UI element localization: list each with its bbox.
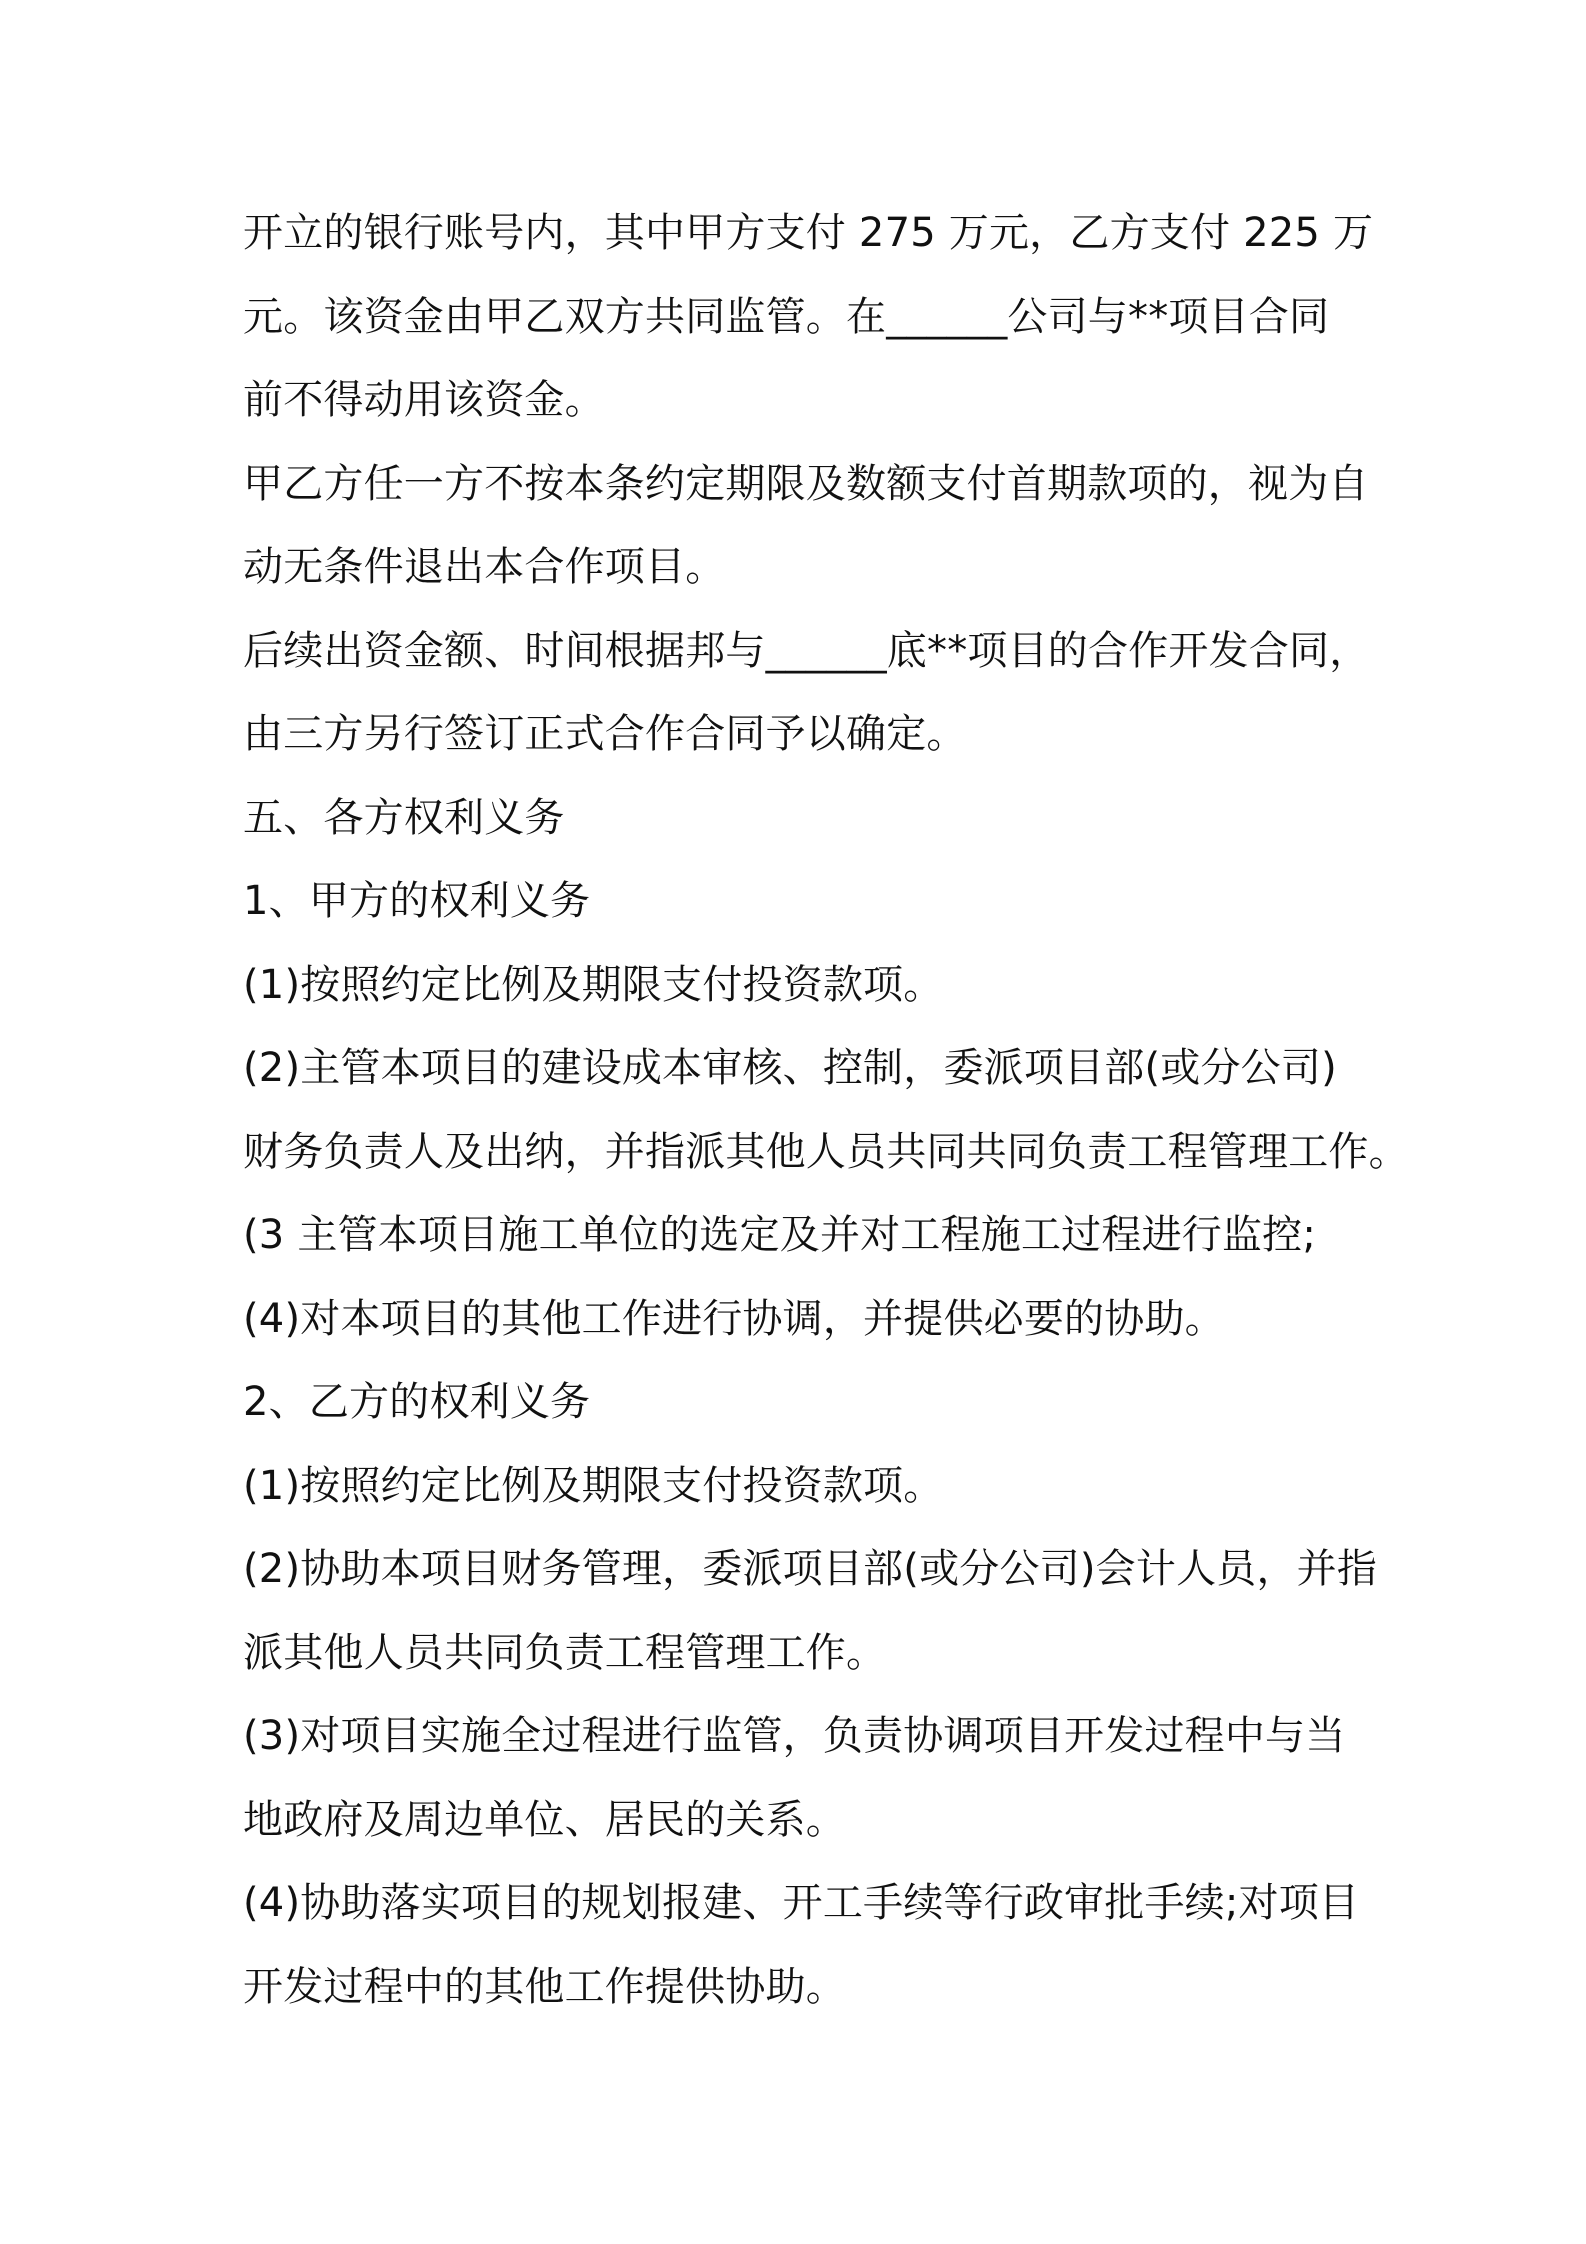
list-item: (1)按照约定比例及期限支付投资款项。	[243, 1462, 944, 1509]
text-line: 甲乙方任一方不按本条约定期限及数额支付首期款项的，视为自	[243, 460, 1369, 507]
list-item: (2)主管本项目的建设成本审核、控制，委派项目部(或分公司)	[243, 1045, 1337, 1091]
text-line: 动无条件退出本合作项目。	[243, 544, 726, 590]
list-item: (4)对本项目的其他工作进行协调，并提供必要的协助。	[243, 1295, 1225, 1342]
subsection-heading: 1、甲方的权利义务	[243, 878, 591, 924]
text-line: 后续出资金额、时间根据邦与______底**项目的合作开发合同，	[243, 627, 1370, 674]
list-item: (3)对项目实施全过程进行监管，负责协调项目开发过程中与当	[243, 1713, 1346, 1759]
list-item: (2)协助本项目财务管理，委派项目部(或分公司)会计人员，并指	[243, 1546, 1378, 1592]
text-line: 开发过程中的其他工作提供协助。	[243, 1963, 846, 2010]
document-body	[243, 192, 1409, 2029]
subsection-heading: 2、乙方的权利义务	[243, 1379, 591, 1425]
text-line: 开立的银行账号内，其中甲方支付 275 万元，乙方支付 225 万	[243, 210, 1374, 256]
list-item: (1)按照约定比例及期限支付投资款项。	[243, 961, 944, 1008]
list-item: (4)协助落实项目的规划报建、开工手续等行政审批手续;对项目	[243, 1880, 1360, 1926]
text-line: 由三方另行签订正式合作合同予以确定。	[243, 711, 967, 757]
text-line: 元。该资金由甲乙双方共同监管。在______公司与**项目合同	[243, 293, 1330, 340]
section-heading: 五、各方权利义务	[243, 794, 565, 841]
text-line: 地政府及周边单位、居民的关系。	[243, 1796, 846, 1843]
list-item: (3 主管本项目施工单位的选定及并对工程施工过程进行监控;	[243, 1212, 1317, 1258]
text-line: 前不得动用该资金。	[243, 377, 605, 423]
text-line: 财务负责人及出纳，并指派其他人员共同共同负责工程管理工作。	[243, 1128, 1409, 1175]
text-line: 派其他人员共同负责工程管理工作。	[243, 1629, 887, 1676]
